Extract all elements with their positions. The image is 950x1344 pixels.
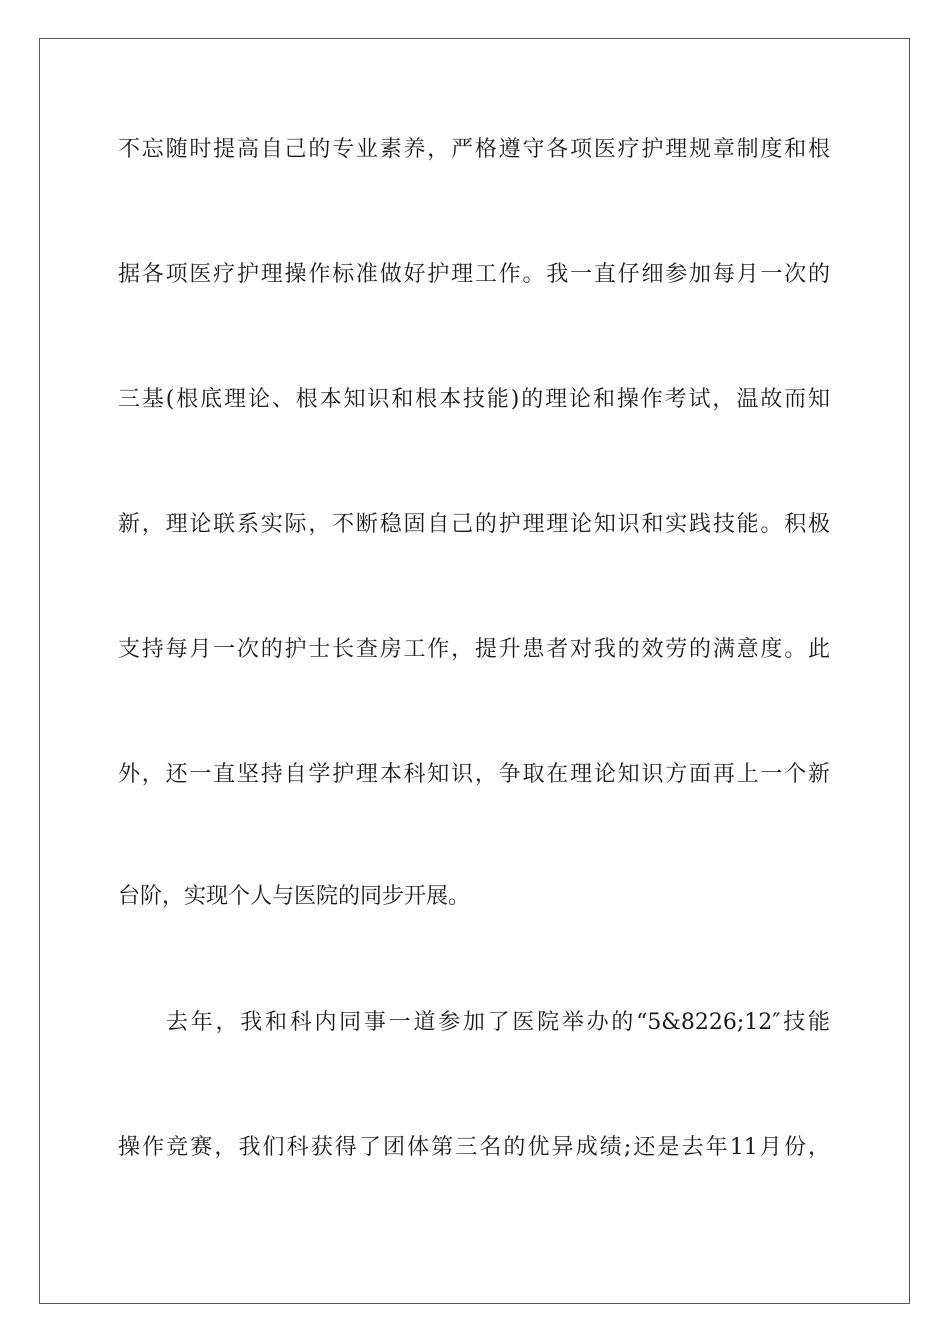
body-text-line-1: 不忘随时提高自己的专业素养，严格遵守各项医疗护理规章制度和根	[118, 137, 830, 162]
body-text-line-5: 支持每月一次的护士长查房工作，提升患者对我的效劳的满意度。此	[118, 637, 830, 662]
body-text-line-6: 外，还一直坚持自学护理本科知识，争取在理论知识方面再上一个新	[118, 762, 830, 787]
body-text-line-4: 新，理论联系实际，不断稳固自己的护理理论知识和实践技能。积极	[118, 512, 830, 537]
body-text-line-3: 三基(根底理论、根本知识和根本技能)的理论和操作考试，温故而知	[118, 387, 830, 412]
body-text-line-8: 去年，我和科内同事一道参加了医院举办的“5&8226;12″技能	[166, 1010, 830, 1035]
body-text-line-2: 据各项医疗护理操作标准做好护理工作。我一直仔细参加每月一次的	[118, 262, 830, 287]
body-text-line-7: 台阶，实现个人与医院的同步开展。	[118, 884, 471, 909]
body-text-line-9: 操作竞赛，我们科获得了团体第三名的优异成绩;还是去年11月份，	[118, 1135, 830, 1160]
page-border	[39, 38, 910, 1304]
